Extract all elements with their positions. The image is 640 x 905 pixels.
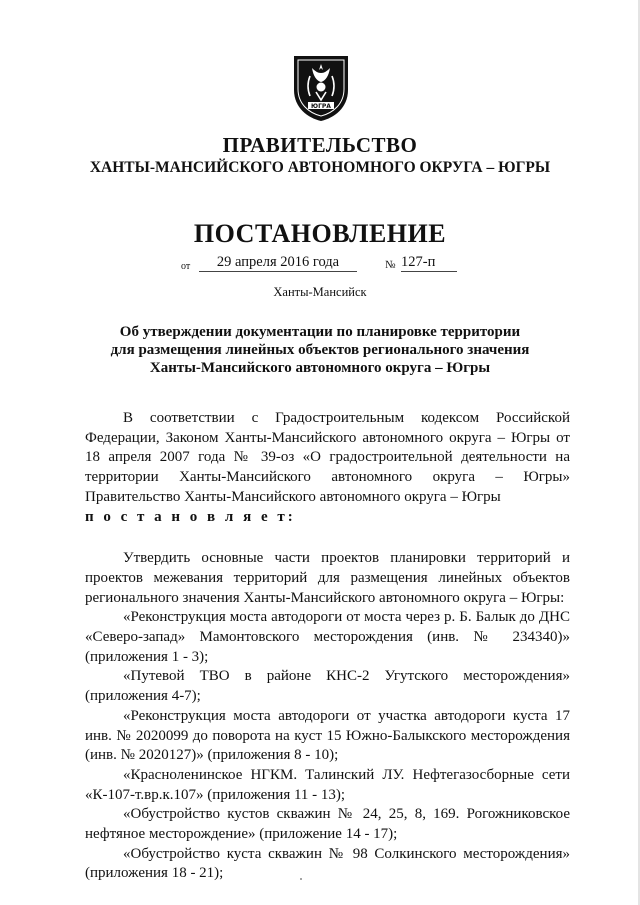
- document-date: 29 апреля 2016 года: [199, 253, 357, 272]
- list-item: «Реконструкция моста автодороги от участка автодороги куста 17 инв. № 2020099 до поворота на куст 15 Южно-Балыкского месторождения (инв. № 2020127)» (приложения 8 - 10);: [85, 707, 570, 764]
- document-subject: [0, 323, 640, 377]
- emblem-inscription: ЮГРА: [311, 103, 331, 110]
- subject-line: Об утверждении документации по планировке территории: [119, 324, 521, 340]
- document-header: [0, 133, 640, 179]
- scan-speck: [300, 878, 302, 880]
- document-number: 127-п: [401, 253, 457, 272]
- khmao-coat-of-arms-icon: [288, 52, 354, 122]
- date-number-line: [175, 253, 475, 275]
- decree-word: п о с т а н о в л я е т:: [85, 508, 296, 525]
- decree-word-paragraph: [85, 508, 570, 528]
- list-item: «Реконструкция моста автодороги от моста через р. Б. Балык до ДНС «Северо-запад» Мамонтовского месторождения (инв. № 234340)» (приложения 1 - 3);: [85, 609, 570, 665]
- government-title: ПРАВИТЕЛЬСТВО: [222, 133, 418, 157]
- list-item: «Обустройство кустов скважин № 24, 25, 8, 169. Рогожниковское нефтяное месторождение» (приложение 14 - 17);: [85, 806, 570, 843]
- date-prefix: от: [181, 261, 191, 272]
- subject-line: для размещения линейных объектов регионального значения: [110, 342, 530, 358]
- intro-paragraph: Утвердить основные части проектов планировки территорий и проектов межевания территорий для размещения линейных объектов регионального значения Ханты-Мансийского автономного округа – Югры:: [85, 550, 570, 606]
- number-prefix: №: [385, 259, 396, 271]
- document-body: [85, 409, 570, 884]
- document-city: Ханты-Мансийск: [273, 285, 367, 299]
- paragraph-gap: [85, 527, 570, 549]
- subject-line: Ханты-Мансийского автономного округа – Югры: [149, 360, 491, 376]
- list-item: «Обустройство куста скважин № 98 Солкинского месторождения» (приложения 18 - 21);: [85, 845, 570, 882]
- preamble-paragraph: В соответствии с Градостроительным кодексом Российской Федерации, Законом Ханты-Мансийского автономного округа – Югры от 18 апреля 2007 года № 39-оз «О градостроительной деятельности на территории Ханты-Мансийского автономного округа – Югры» Правительство Ханты-Мансийского автономного округа – Югры: [85, 410, 570, 505]
- list-item: «Путевой ТВО в районе КНС-2 Угутского месторождения» (приложения 4-7);: [85, 668, 570, 705]
- document-type: ПОСТАНОВЛЕНИЕ: [193, 219, 447, 248]
- region-title: ХАНТЫ-МАНСИЙСКОГО АВТОНОМНОГО ОКРУГА – ЮГРЫ: [89, 159, 551, 176]
- list-item: «Красноленинское НГКМ. Талинский ЛУ. Нефтегазосборные сети «К-107-т.вр.к.107» (приложения 11 - 13);: [85, 766, 570, 803]
